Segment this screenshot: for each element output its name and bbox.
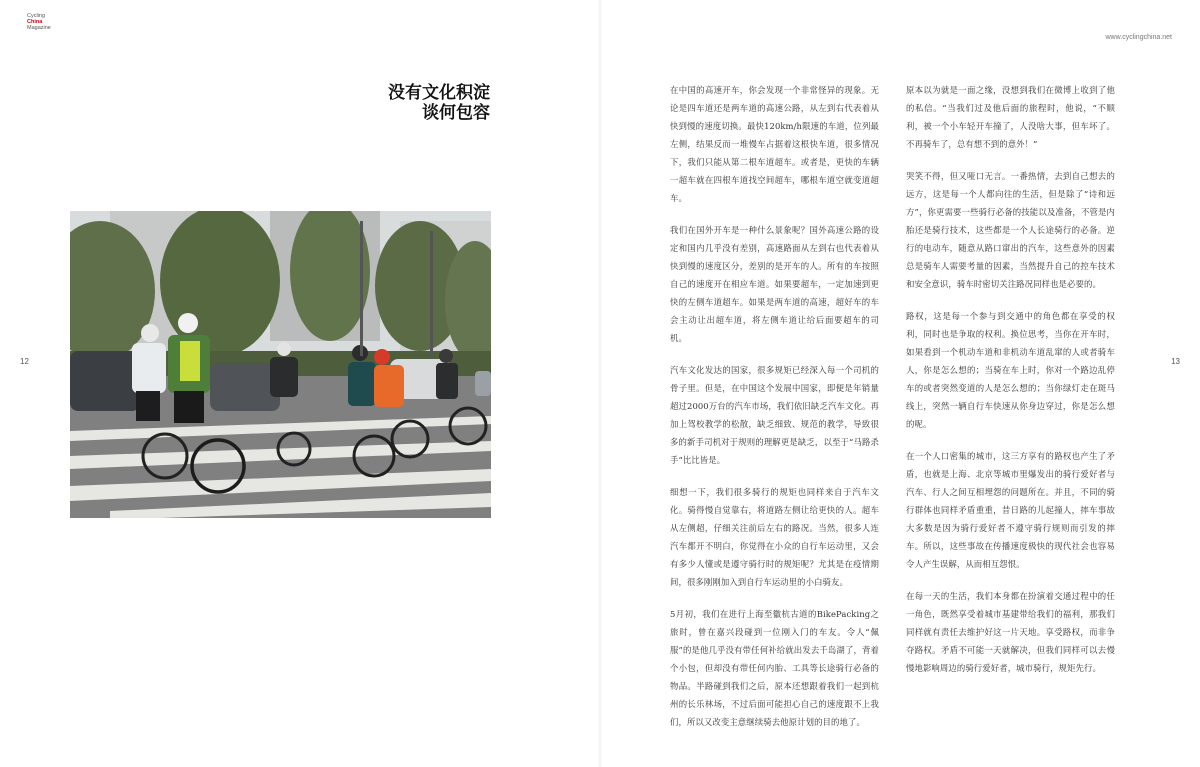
paragraph: 5月初，我们在进行上海至徽杭古道的BikePacking之旅时，曾在嘉兴段碰到一位刚入门的车友。令人“佩服”的是他几乎没有带任何补给就出发去千岛湖了，背着个小包，但却没有带任何内胎、工具等长途骑行必备的物品。半路碰到我们之后，原本还想跟着我们一起到杭州的长乐林场，不过后面可能担心自己的速度跟不上我们，所以又改变主意继续骑去他原计划的目的地了。 [670,609,879,727]
paragraph: 路权，这是每一个参与到交通中的角色都在享受的权利，同时也是争取的权利。换位思考，当你在开车时，如果看到一个机动车道和非机动车道乱窜的人或者骑车人，你是怎么想的；当骑在车上时，你对一个路边乱停车的或者突然变道的人是怎么想的；当你绿灯走在斑马线上，突然一辆自行车快速从你身边穿过，你是怎么想的呢。 [906,311,1115,429]
paragraph: 我们在国外开车是一种什么景象呢？国外高速公路的设定和国内几乎没有差别，高速路面从左到右也代表着从快到慢的速度区分，差别的是开车的人。所有的车按照自己的速度开在相应车道。如果要超车，一定加速到更快的左侧车道超车。如果是两车道的高速，超好车的车会主动让出超车道，将左侧车道让给后面要超车的司机。 [670,225,879,343]
magazine-logo [27,13,67,31]
page-gutter [598,0,602,767]
paragraph: 在一个人口密集的城市，这三方享有的路权也产生了矛盾，也就是上海、北京等城市里爆发出的骑行爱好者与汽车、行人之间互相埋怨的问题所在。并且，不同的骑行群体也同样矛盾重重，昔日路的儿起撞人，摔车事故大多数是因为骑行爱好者不遵守骑行规则而引发的摔车。所以，这些事故在传播速度极快的现代社会也容易令人产生误解，从而相互怨恨。 [906,451,1115,569]
page-number-right: 13 [1171,357,1180,366]
paragraph: 在每一天的生活，我们本身都在扮演着交通过程中的任一角色，既然享受着城市基建带给我们的福利，那我们同样就有责任去维护好这一片天地。享受路权，而非争夺路权。矛盾不可能一天就解决，但我们同样可以去慢慢地影响周边的骑行爱好者，城市骑行，规矩先行。 [906,591,1115,673]
headline-line-1: 没有文化积淀 [388,83,490,103]
paragraph: 细想一下，我们很多骑行的规矩也同样来自于汽车文化。骑得慢自觉靠右，将道路左侧让给更快的人。超车从左侧超，仔细关注前后左右的路况。当然，很多人连汽车都开不明白，你觉得在小众的自行车运动里，又会有多少人懂或是遵守骑行时的规矩呢？尤其是在疫情期间，很多刚刚加入到自行车运动里的小白骑友。 [670,487,879,587]
article-column-2 [906,81,1115,691]
paragraph: 在中国的高速开车，你会发现一个非常怪异的现象。无论是四车道还是两车道的高速公路，从左到右代表着从快到慢的速度切换。最快120km/h限速的车道，位列最左侧，结果反而一堆慢车占据着这根快车道，很多情况下，我们只能从第二根车道超车。或者是，更快的车辆一超车就在四根车道找空间超车，哪根车道空就变道超车。 [670,85,879,203]
logo-line-china: China [27,19,43,25]
logo-line-cycling: Cycling [27,13,46,19]
paragraph: 汽车文化发达的国家，很多规矩已经深入每一个司机的骨子里。但是，在中国这个发展中国家，即便是年销量超过2000万台的汽车市场，我们依旧缺乏汽车文化。再加上驾校教学的松散，缺乏细致、规范的教学，导致很多的新手司机对于规则的理解更是缺乏，以至于“马路杀手”比比皆是。 [670,365,879,465]
headline-line-2: 谈何包容 [422,103,490,123]
article-headline [388,83,490,123]
website-url: www.cyclingchina.net [1105,34,1172,41]
paragraph: 哭笑不得，但又哑口无言。一番热情，去到自己想去的远方，这是每一个人都向往的生活，但是除了“诗和远方”，你更需要一些骑行必备的技能以及准备，不管是内胎还是骑行技术，这些都是一个人长途骑行的必备。逆行的电动车，随意从路口窜出的汽车，这些意外的因素总是骑车人需要考量的因素，当然提升自己的控车技术和安全意识，骑车时密切关注路况同样也是必要的。 [906,171,1115,289]
logo-line-magazine: Magazine [27,25,51,31]
paragraph: 原本以为就是一面之缘，没想到我们在微博上收到了他的私信。“当我们过及他后面的旅程时，他说，“不顺利，被一个小车轻开车撞了，人没啥大事，但车坏了。不再骑车了，总有想不到的意外！” [906,85,1115,149]
article-column-1 [670,81,879,745]
page-number-left: 12 [20,357,29,366]
cyclists-crosswalk-photo [70,211,491,518]
